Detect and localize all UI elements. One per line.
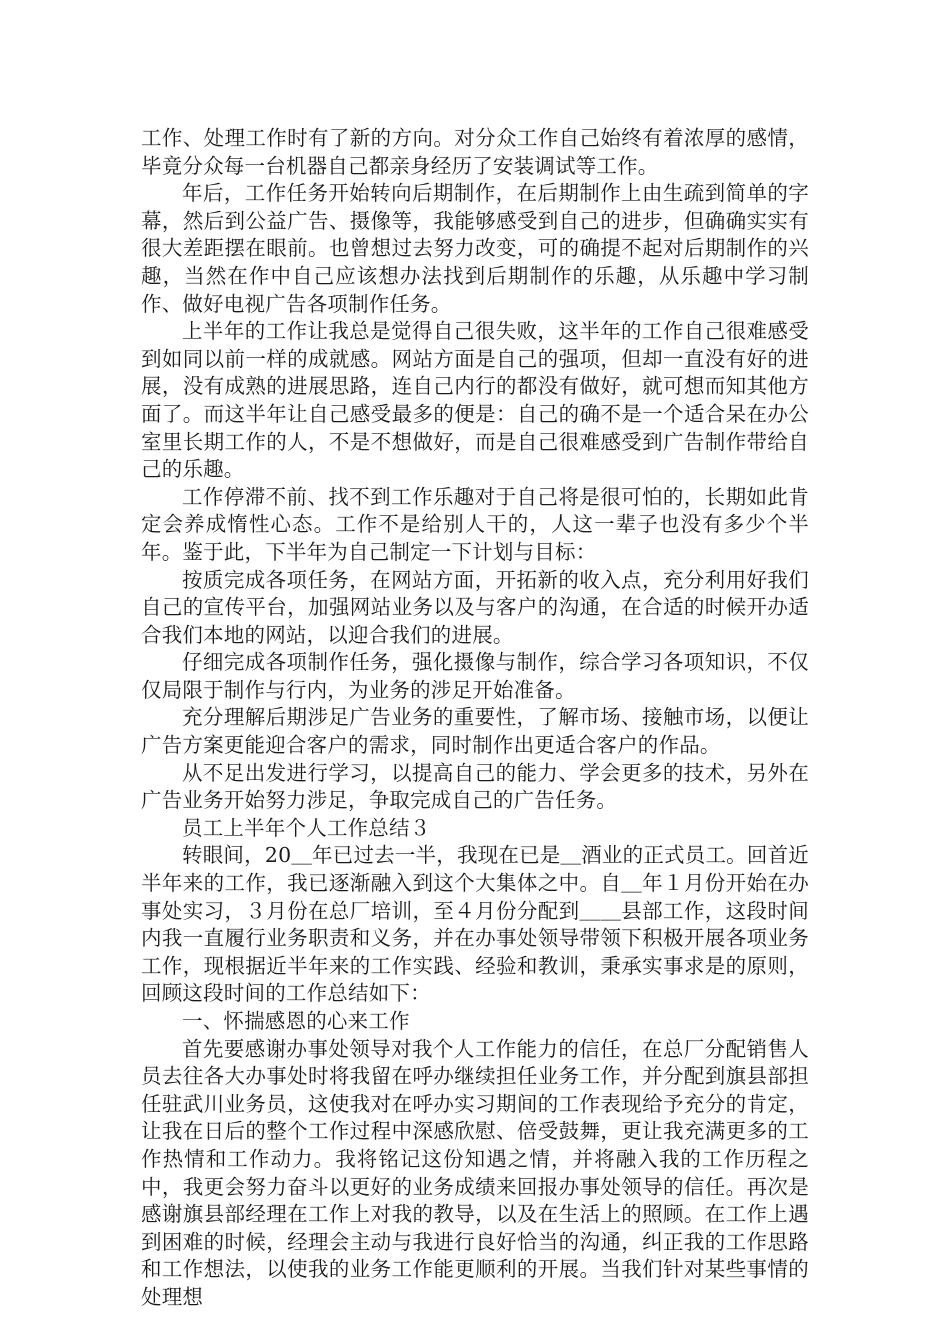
paragraph: 上半年的工作让我总是觉得自己很失败，这半年的工作自己很难感受到如同以前一样的成就感。网站方面是自己的强项，但却一直没有好的进展，没有成熟的进展思路，连自己内行的都没有做好，就可想而知其他方面了。而这半年让自己感受最多的便是：自己的确不是一个适合呆在办公室里长期工作的人，不是不想做好，而是自己很难感受到广告制作带给自己的乐趣。 xyxy=(141,319,809,482)
paragraph: 充分理解后期涉足广告业务的重要性，了解市场、接触市场，以便让广告方案更能迎合客户的需求，同时制作出更适合客户的作品。 xyxy=(141,705,809,758)
paragraph-continuation: 工作、处理工作时有了新的方向。对分众工作自己始终有着浓厚的感情，毕竟分众每一台机器自己都亲身经历了安装调试等工作。 xyxy=(141,126,809,178)
subsection-title: 一、怀揣感恩的心来工作 xyxy=(182,1009,410,1033)
paragraph: 转眼间，20＿年已过去一半，我现在已是＿酒业的正式员工。回首近半年来的工作，我已逐渐融入到这个大集体之中。自＿年１月份开始在办事处实习，３月份在总厂培训，至４月份分配到＿＿县部工作，这段时间内我一直履行业务职责和义务，并在办事处领导带领下积极开展各项业务工作，现根据近半年来的工作实践、经验和教训，秉承实事求是的原则，回顾这段时间的工作总结如下： xyxy=(141,843,809,1006)
paragraph: 仔细完成各项制作任务，强化摄像与制作，综合学习各项知识，不仅仅局限于制作与行内，为业务的涉足开始准备。 xyxy=(141,650,809,702)
paragraph: 从不足出发进行学习，以提高自己的能力、学会更多的技术，另外在广告业务开始努力涉足，争取完成自己的广告任务。 xyxy=(141,760,809,813)
paragraph: 工作停滞不前、找不到工作乐趣对于自己将是很可怕的，长期如此肯定会养成惰性心态。工作不是给别人干的，人这一辈子也没有多少个半年。鉴于此，下半年为自己制定一下计划与目标： xyxy=(141,484,809,564)
document-page xyxy=(141,125,809,1312)
paragraph: 年后，工作任务开始转向后期制作，在后期制作上由生疏到简单的字幕，然后到公益广告、摄像等，我能够感受到自己的进步，但确确实实有很大差距摆在眼前。也曾想过去努力改变，可的确提不起对后期制作的兴趣，当然在作中自己应该想办法找到后期制作的乐趣，从乐趣中学习制作、做好电视广告各项制作任务。 xyxy=(141,181,809,316)
paragraph: 按质完成各项任务，在网站方面，开拓新的收入点，充分利用好我们自己的宣传平台，加强网站业务以及与客户的沟通，在合适的时候开办适合我们本地的网站，以迎合我们的进展。 xyxy=(141,567,809,647)
section-title: 员工上半年个人工作总结３ xyxy=(182,815,431,840)
paragraph: 首先要感谢办事处领导对我个人工作能力的信任，在总厂分配销售人员去往各大办事处时将我留在呼办继续担任业务工作，并分配到旗县部担任驻武川业务员，这使我对在呼办实习期间的工作表现给予充分的肯定，让我在日后的整个工作过程中深感欣慰、倍受鼓舞，更让我充满更多的工作热情和工作动力。我将铭记这份知遇之情，并将融入我的工作历程之中，我更会努力奋斗以更好的业务成绩来回报办事处领导的信任。再次是感谢旗县部经理在工作上对我的教导，以及在生活上的照顾。在工作上遇到困难的时候，经理会主动与我进行良好恰当的沟通，纠正我的工作思路和工作想法，以使我的业务工作能更顺利的开展。当我们针对某些事情的处理想 xyxy=(141,1036,809,1309)
